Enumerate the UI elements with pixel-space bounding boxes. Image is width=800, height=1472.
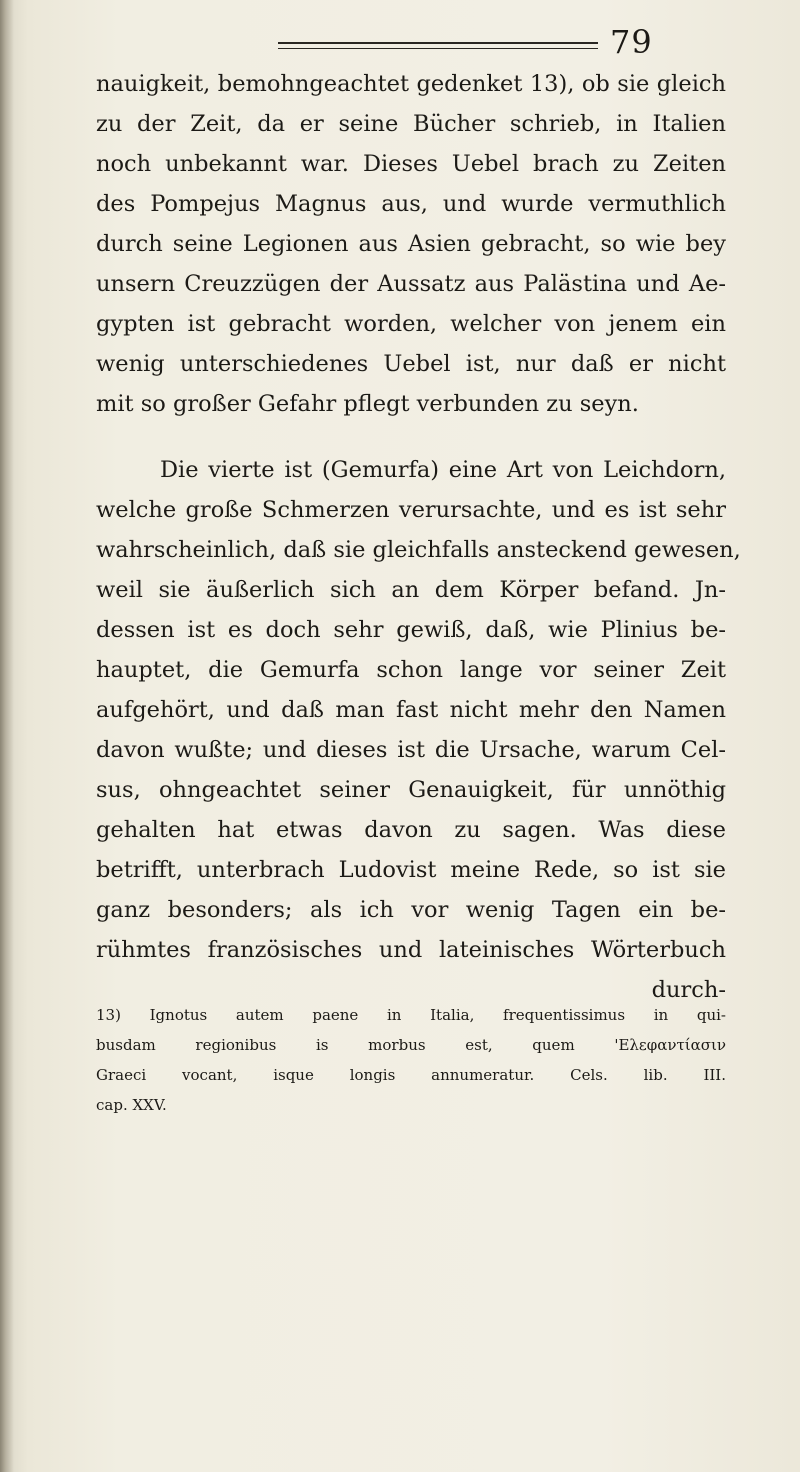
text-line: des Pompejus Magnus aus, und wurde vermuthlich [96,191,726,217]
footnote-line: cap. XXV. [96,1096,167,1114]
text-line: wahrscheinlich, daß sie gleichfalls ansteckend gewesen, [96,537,741,563]
footnote-line: Graeci vocant, isque longis annumeratur. Cels. lib. III. [96,1066,726,1084]
text-line: wenig unterschiedenes Uebel ist, nur daß er nicht [96,351,726,377]
footnote-line: 13) Ignotus autem paene in Italia, frequentissimus in qui- [96,1006,726,1024]
text-line: rühmtes französisches und lateinisches Wörterbuch [96,937,726,963]
text-line: durch seine Legionen aus Asien gebracht, so wie bey [96,231,726,257]
text-line: Die vierte ist (Gemurfa) eine Art von Leichdorn, [160,457,726,483]
text-line: sus, ohngeachtet seiner Genauigkeit, für unnöthig [96,777,726,803]
page-binding-edge [0,0,14,1472]
text-line: noch unbekannt war. Dieses Uebel brach zu Zeiten [96,151,726,177]
text-line: welche große Schmerzen verursachte, und es ist sehr [96,497,726,523]
text-line: unsern Creuzzügen der Aussatz aus Palästina und Ae- [96,271,726,297]
text-line: zu der Zeit, da er seine Bücher schrieb, in Italien [96,111,726,137]
text-line: nauigkeit, bemohngeachtet gedenket 13), ob sie gleich [96,71,726,97]
text-line: davon wußte; und dieses ist die Ursache, warum Cel- [96,737,726,763]
text-line: hauptet, die Gemurfa schon lange vor seiner Zeit [96,657,726,683]
text-line: gypten ist gebracht worden, welcher von jenem ein [96,311,726,337]
text-line: gehalten hat etwas davon zu sagen. Was diese [96,817,726,843]
page-number: 79 [610,23,653,61]
text-line: mit so großer Gefahr pflegt verbunden zu seyn. [96,391,639,417]
footnote-line: busdam regionibus is morbus est, quem 'Ελεφαντίασιν [96,1036,726,1054]
text-line: betrifft, unterbrach Ludovist meine Rede, so ist sie [96,857,726,883]
text-line: dessen ist es doch sehr gewiß, daß, wie Plinius be- [96,617,726,643]
footnote [96,1000,726,1120]
catchword: durch- [651,977,726,1003]
text-line: aufgehört, und daß man fast nicht mehr den Namen [96,697,726,723]
paragraph-gap [96,424,726,450]
text-line: ganz besonders; als ich vor wenig Tagen ein be- [96,897,726,923]
text-line: weil sie äußerlich sich an dem Körper befand. Jn- [96,577,726,603]
header-rule [278,42,598,49]
paragraph-2 [96,450,741,1010]
paragraph-1 [96,64,726,424]
main-text [96,64,741,1010]
